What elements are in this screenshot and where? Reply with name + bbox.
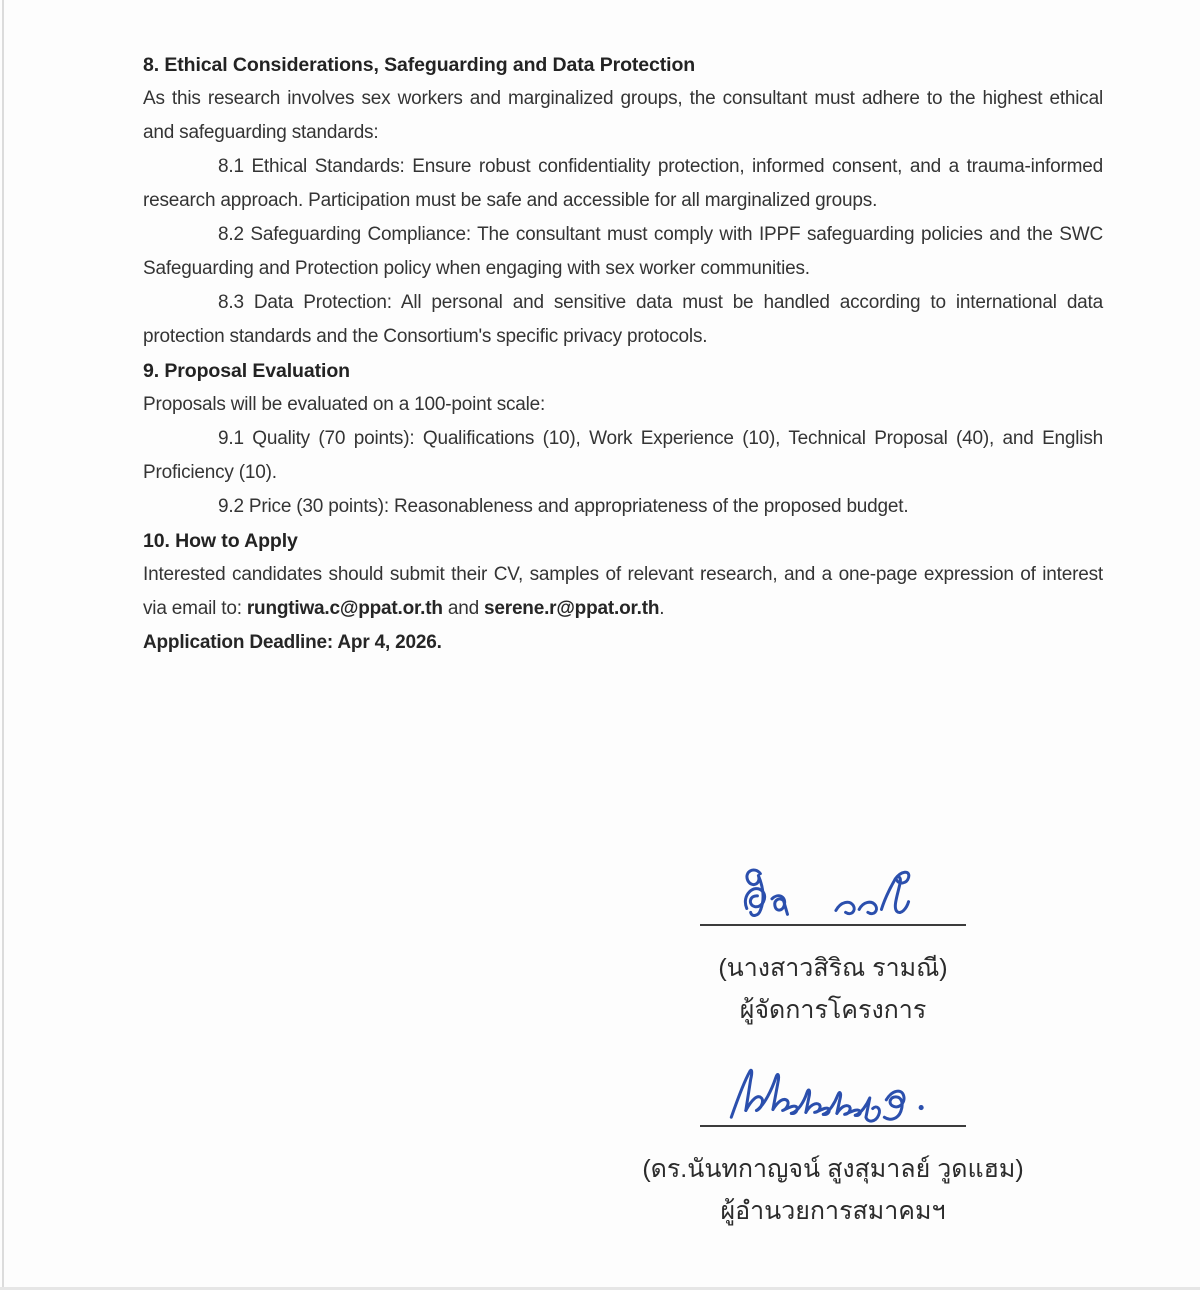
signature-block-director [560, 1063, 1106, 1227]
clause-9-1: 9.1 Quality (70 points): Qualifications (10), Work Experience (10), Technical Proposal (40), and English Proficiency (10). [143, 428, 1103, 483]
apply-text-between: and [442, 598, 485, 619]
signatory-name-project-manager: (นางสาวสิริณ รามณี) [718, 954, 948, 982]
scan-edge-artifact [2, 0, 4, 1290]
clause-8-1: 8.1 Ethical Standards: Ensure robust confidentiality protection, informed consent, and a trauma-informed research approach. Participation must be safe and accessible for all marginalized groups. [143, 156, 1103, 211]
handwritten-signature-director [718, 1063, 948, 1125]
signature-line [700, 924, 966, 926]
signatory-title-director: ผู้อำนวยการสมาคมฯ [720, 1197, 946, 1225]
section-9-intro-paragraph: Proposals will be evaluated on a 100-point scale: [143, 394, 546, 415]
section-8-intro-paragraph: As this research involves sex workers and marginalized groups, the consultant must adhere to the highest ethical and safeguarding standards: [143, 88, 1103, 143]
apply-text-before: Interested candidates should submit their CV, samples of relevant research, and a one-page expression of interest via email to: [143, 564, 1103, 619]
how-to-apply-paragraph [143, 558, 1103, 626]
email-address-secondary: serene.r@ppat.or.th [484, 598, 660, 619]
email-address-primary: rungtiwa.c@ppat.or.th [246, 598, 443, 619]
clause-9-2: 9.2 Price (30 points): Reasonableness and appropriateness of the proposed budget. [218, 496, 909, 517]
section-9-heading: 9. Proposal Evaluation [143, 360, 350, 382]
section-10-heading: 10. How to Apply [143, 530, 298, 552]
clause-8-2: 8.2 Safeguarding Compliance: The consultant must comply with IPPF safeguarding policies and the SWC Safeguarding and Protection policy when engaging with sex worker communities. [143, 224, 1103, 279]
signatory-name-director: (ดร.นันทกาญจน์ สูงสุมาลย์ วูดแฮม) [642, 1155, 1024, 1183]
apply-text-after: . [659, 598, 665, 619]
signature-block-project-manager [560, 862, 1106, 1026]
application-deadline: Application Deadline: Apr 4, 2026. [143, 632, 442, 653]
signatory-title-project-manager: ผู้จัดการโครงการ [739, 996, 927, 1024]
document-body [143, 48, 1103, 660]
section-8-heading: 8. Ethical Considerations, Safeguarding and Data Protection [143, 54, 696, 76]
signature-line [700, 1125, 966, 1127]
handwritten-signature-project-manager [728, 862, 938, 924]
clause-8-3: 8.3 Data Protection: All personal and sensitive data must be handled according to international data protection standards and the Consortium's specific privacy protocols. [143, 292, 1103, 347]
